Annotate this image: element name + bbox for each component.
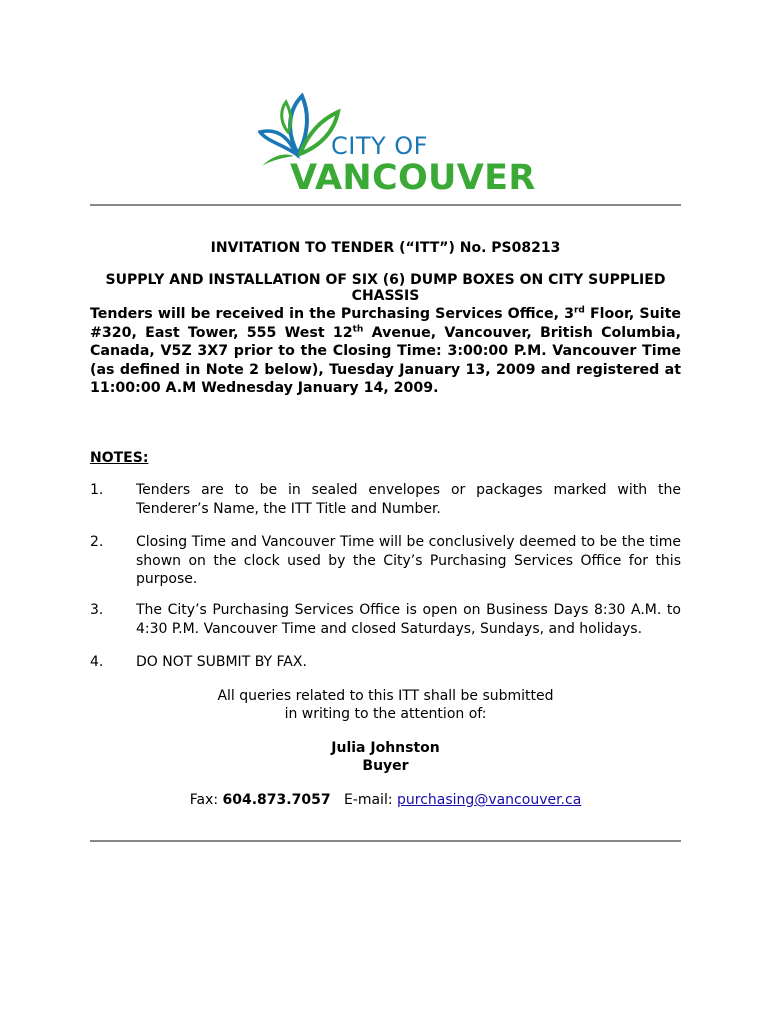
lead-part-3: Avenue, Vancouver, British Columbia, Canada, V5Z 3X7 prior to the Closing Time: 3:00:00 P.M. Vancouver Time (as defined in Note 2 below), Tuesday January 13, 2009 and registered at 11:00:00 A.M Wednesday January 14, 2009. [90,324,682,396]
email-label: E-mail: [343,792,393,808]
lead-sup-2: th [352,323,364,334]
document-title: INVITATION TO TENDER (“ITT”) No. PS08213 [210,240,561,256]
top-divider [90,204,681,206]
lead-part-1: Tenders will be received in the Purchasing Services Office, 3 [90,306,574,322]
bottom-divider [90,840,681,842]
queries-line-1: All queries related to this ITT shall be submitted [217,688,554,704]
contact-name: Julia Johnston [331,740,440,756]
document-subtitle: SUPPLY AND INSTALLATION OF SIX (6) DUMP BOXES ON CITY SUPPLIED CHASSIS [105,272,666,304]
lead-sup-1: rd [573,305,585,316]
note-number: 3. [90,602,104,618]
logo-city-of-text: CITY OF [331,132,428,160]
note-number: 2. [90,534,104,550]
fax-label: Fax: [189,792,219,808]
note-number: 1. [90,482,104,498]
contact-role: Buyer [362,758,409,774]
note-item [90,533,681,589]
city-of-vancouver-logo [258,92,536,198]
note-number: 4. [90,654,104,670]
lead-part-2: Floor, Suite #320, East Tower, 555 West 12 [90,306,681,341]
note-item [90,653,681,672]
queries-line-2: in writing to the attention of: [284,706,487,722]
email-link[interactable]: purchasing@vancouver.ca [397,792,582,808]
notes-heading: NOTES: [90,450,149,466]
contact-details [90,791,681,810]
fax-number: 604.873.7057 [222,792,331,808]
note-text: Closing Time and Vancouver Time will be conclusively deemed to be the time shown on the clock used by the City’s Purchasing Services Office for this purpose. [136,534,681,587]
logo-vancouver-text: VANCOUVER [290,158,536,198]
note-text: DO NOT SUBMIT BY FAX. [136,654,307,670]
note-item [90,601,681,638]
note-text: The City’s Purchasing Services Office is open on Business Days 8:30 A.M. to 4:30 P.M. Vancouver Time and closed Saturdays, Sundays, and holidays. [136,602,681,637]
note-item [90,481,681,518]
note-text: Tenders are to be in sealed envelopes or packages marked with the Tenderer’s Name, the ITT Title and Number. [136,482,681,517]
tender-intro-paragraph [90,305,681,398]
